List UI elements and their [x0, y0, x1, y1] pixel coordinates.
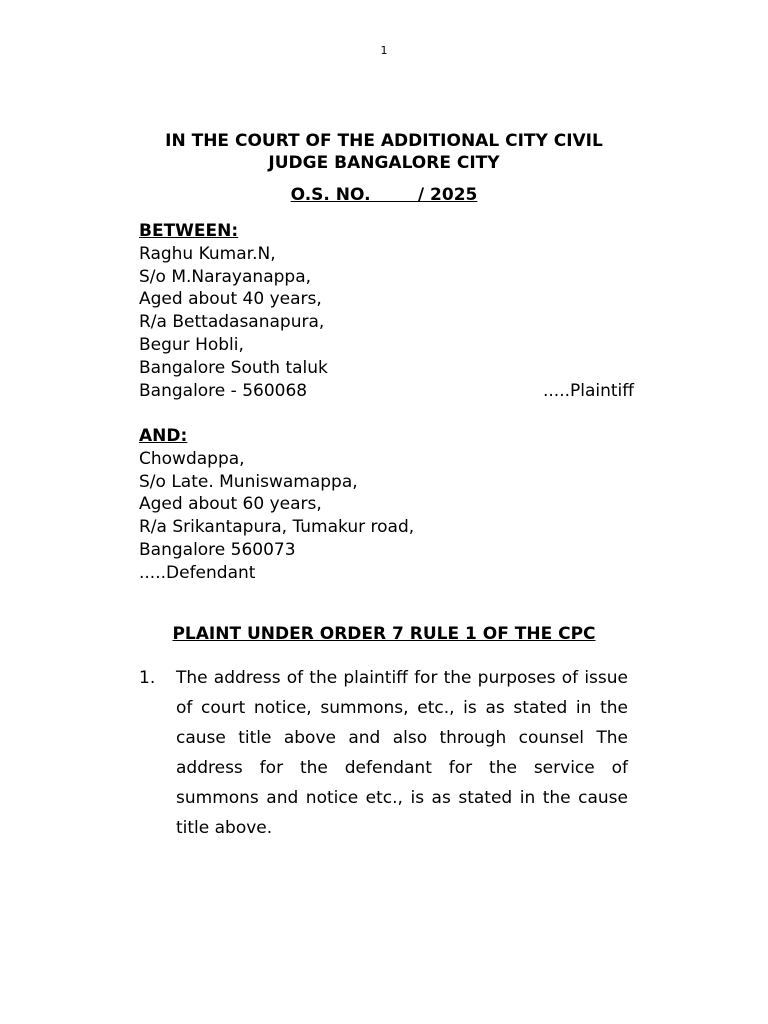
paragraph-number: 1. — [139, 668, 156, 688]
and-label: AND: — [139, 426, 188, 446]
paragraph-1 — [139, 663, 628, 843]
defendant-role: .....Defendant — [139, 562, 256, 583]
defendant-address-line-2: Bangalore 560073 — [139, 539, 296, 560]
plaintiff-parentage: S/o M.Narayanappa, — [139, 266, 312, 287]
case-number: O.S. NO. / 2025 — [290, 185, 478, 205]
plaintiff-last-line — [139, 380, 634, 403]
plaintiff-block — [139, 220, 634, 402]
defendant-age: Aged about 60 years, — [139, 494, 322, 515]
defendant-block — [139, 425, 634, 585]
between-label: BETWEEN: — [139, 221, 239, 241]
defendant-address-line-1: R/a Srikantapura, Tumakur road, — [139, 517, 415, 538]
plaintiff-address-line-2: Begur Hobli, — [139, 334, 244, 355]
plaintiff-role: .....Plaintiff — [542, 380, 634, 401]
plaintiff-name: Raghu Kumar.N, — [139, 243, 276, 264]
defendant-parentage: S/o Late. Muniswamappa, — [139, 471, 358, 492]
court-heading-line-2: JUDGE BANGALORE CITY — [268, 153, 500, 173]
page-number: 1 — [380, 44, 388, 57]
court-heading-line-1: IN THE COURT OF THE ADDITIONAL CITY CIVIL — [165, 131, 603, 151]
plaintiff-address-line-1: R/a Bettadasanapura, — [139, 312, 325, 333]
plaintiff-address-line-4: Bangalore - 560068 — [139, 380, 308, 401]
plaintiff-address-line-3: Bangalore South taluk — [139, 357, 328, 378]
defendant-name: Chowdappa, — [139, 448, 245, 469]
plaint-title: PLAINT UNDER ORDER 7 RULE 1 OF THE CPC — [172, 624, 596, 644]
paragraph-text: The address of the plaintiff for the purposes of issue of court notice, summons, etc., is as stated in the cause title above and also through counsel The address for the defendant for the service of summons and notice etc., is as stated in the cause title above. — [176, 668, 628, 838]
plaintiff-age: Aged about 40 years, — [139, 289, 322, 310]
court-heading — [0, 130, 768, 174]
